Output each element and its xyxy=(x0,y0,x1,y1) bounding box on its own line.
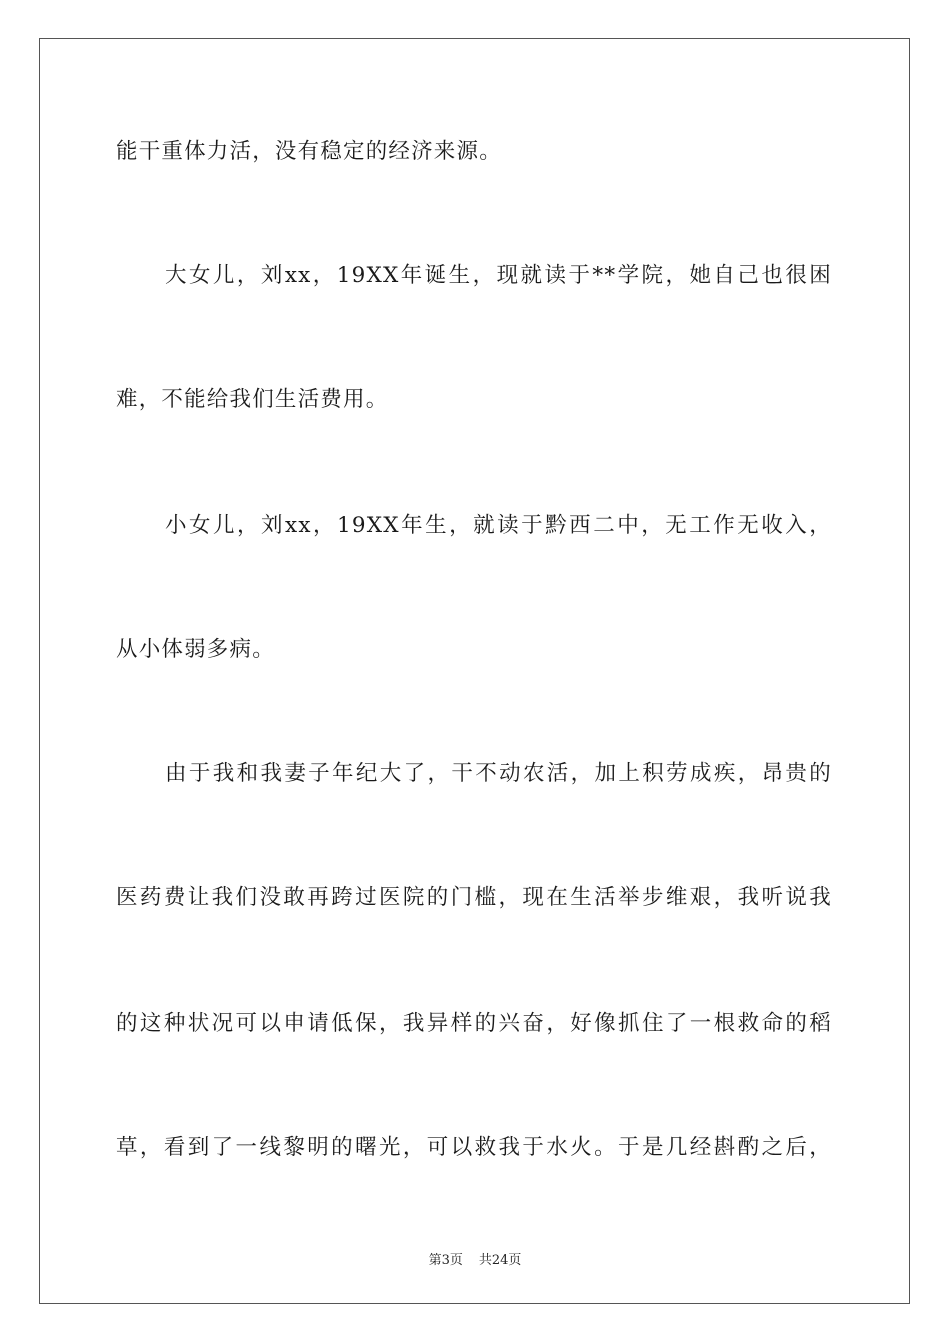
paragraph-line: 医药费让我们没敢再跨过医院的门槛，现在生活举步维艰，我听说我 xyxy=(116,885,832,910)
paragraph-line: 从小体弱多病。 xyxy=(116,637,275,662)
paragraph-line: 小女儿，刘xx，19XX年生，就读于黔西二中，无工作无收入， xyxy=(165,513,832,538)
paragraph-line: 草，看到了一线黎明的曙光，可以救我于水火。于是几经斟酌之后， xyxy=(116,1135,832,1160)
page-total: 共24页 xyxy=(478,1253,522,1268)
paragraph-line: 难，不能给我们生活费用。 xyxy=(116,387,389,412)
paragraph-line: 大女儿，刘xx，19XX年诞生，现就读于**学院，她自己也很困 xyxy=(165,263,832,288)
page-number: 第3页 xyxy=(428,1253,463,1268)
paragraph-line: 由于我和我妻子年纪大了，干不动农活，加上积劳成疾，昂贵的 xyxy=(165,761,832,786)
paragraph-line: 的这种状况可以申请低保，我异样的兴奋，好像抓住了一根救命的稻 xyxy=(116,1011,832,1036)
page-footer xyxy=(0,1249,950,1268)
page-frame xyxy=(39,38,910,1304)
paragraph-line: 能干重体力活，没有稳定的经济来源。 xyxy=(116,139,502,164)
